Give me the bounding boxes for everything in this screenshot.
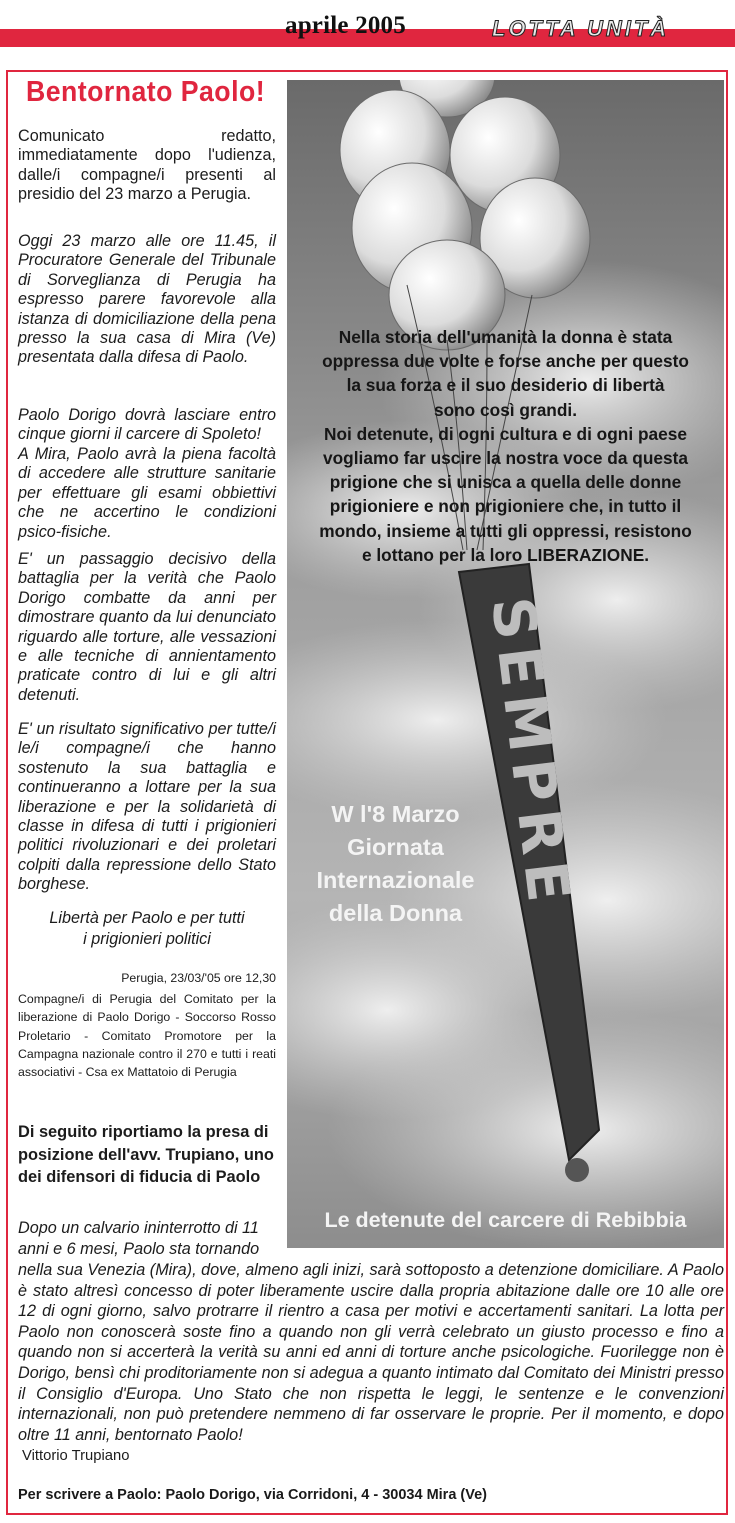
lawyer-statement-body: nella sua Venezia (Mira), dove, almeno agli inizi, sarà sottoposto a detenzione domiciliare. A Paolo è stato altresì concesso di poter liberamente uscire dalla propria abitazione dalle ore 10 alle ore 12 di ogni giorno, salvo protrarre il rientro a casa per motivi e accertamenti sanitari. La lotta per Paolo non conoscerà soste fino a quando non gli verrà celebrato un giusto processo e fino a quando non si accerterà la verità su anni ed anni di torture anche psicologiche. Fuorilegge non è Dorigo, bensì chi proditoriamente non si adegua a quanto intimato dal Comitato dei Ministri presso il Consiglio d'Europa. Uno Stato che non rispetta le leggi, le sentenze e le convenzioni internazionali, non può pretendere nemmeno di far osservare le proprie. Per il momento, e dopo oltre 11 anni, bentornato Paolo! bbox=[18, 1261, 724, 1444]
body-paragraph-2: Paolo Dorigo dovrà lasciare entro cinque giorni il carcere di Spoleto! bbox=[18, 406, 276, 444]
slogan-line-2: i prigionieri politici bbox=[83, 930, 211, 948]
body-paragraph-5: E' un risultato significativo per tutte/i le/i compagne/i che hanno sostenuto la sua battaglia e continueranno a lottare per la sua liberazione e per la solidarietà di classe in difesa di tutti i prigionieri politici rivoluzionari e dei proletari colpiti dalla repressione dello Stato borghese. bbox=[18, 720, 276, 894]
slogan-line: Giornata bbox=[347, 834, 444, 860]
signature-block: Compagne/i di Perugia del Comitato per la liberazione di Paolo Dorigo - Soccorso Rosso Proletario - Comitato Promotore per la Campagna nazionale contro il 270 e tutti i reati associativi - Csa ex Mattatoio di Perugia bbox=[18, 992, 276, 1080]
masthead-title: LOTTA UNITÀ bbox=[492, 16, 670, 41]
poster-text-line: mondo, insieme a tutti gli oppressi, resistono bbox=[319, 520, 692, 541]
poster-illustration bbox=[287, 80, 724, 1248]
poster-credit: Le detenute del carcere di Rebibbia bbox=[324, 1208, 687, 1232]
poster-text-line: Nella storia dell'umanità la donna è stata bbox=[338, 327, 673, 347]
poster-text-line: oppressa due volte e forse anche per questo bbox=[322, 351, 689, 372]
poster-text-line: prigione che si unisca a quella delle donne bbox=[329, 472, 682, 493]
slogan-line: W l'8 Marzo bbox=[331, 801, 460, 827]
poster-text-line: prigioniere e non prigioniere che, in tutto il bbox=[329, 496, 682, 517]
slogan-line: della Donna bbox=[328, 900, 463, 926]
slogan-line-1: Libertà per Paolo e per tutti bbox=[49, 909, 245, 927]
slogan-line: Internazionale bbox=[316, 867, 475, 893]
poster-text-line: la sua forza e il suo desiderio di libertà bbox=[346, 375, 665, 396]
poster-text-line: sono così grandi. bbox=[433, 399, 578, 420]
section-subheading: Di seguito riportiamo la presa di posizione dell'avv. Trupiano, uno dei difensori di fiducia di Paolo bbox=[18, 1123, 274, 1186]
body-paragraph-1: Oggi 23 marzo alle ore 11.45, il Procuratore Generale del Tribunale di Sorveglianza di Perugia ha espresso parere favorevole alla istanza di domiciliazione della pena presso la sua casa di Mira (Ve) presentata dalla difesa di Paolo. bbox=[18, 232, 276, 367]
body-paragraph-3: A Mira, Paolo avrà la piena facoltà di accedere alle strutture sanitarie per effettuare gli esami obbiettivi che ne accertino le condizioni psico-fisiche. bbox=[18, 445, 276, 541]
womens-day-slogan bbox=[287, 798, 504, 930]
body-paragraph-4: E' un passaggio decisivo della battaglia per la verità che Paolo Dorigo combatte da anni per dimostrare quanto da lui denunciato riguardo alle torture, alle vessazioni e alle tecniche di annientamento praticate contro di lui e gli altri detenuti. bbox=[18, 550, 276, 704]
issue-date: aprile 2005 bbox=[285, 12, 406, 39]
statement-author: Vittorio Trupiano bbox=[22, 1448, 130, 1464]
lawyer-statement-start: Dopo un calvario ininterrotto di 11 anni e 6 mesi, Paolo sta tornando bbox=[18, 1219, 260, 1258]
poster-text bbox=[287, 325, 724, 567]
poster-text-line: e lottano per la loro LIBERAZIONE. bbox=[361, 544, 650, 565]
signature-date: Perugia, 23/03/'05 ore 12,30 bbox=[121, 971, 276, 985]
contact-footer: Per scrivere a Paolo: Paolo Dorigo, via Corridoni, 4 - 30034 Mira (Ve) bbox=[18, 1487, 487, 1503]
slogan bbox=[18, 908, 276, 950]
article-headline: Bentornato Paolo! bbox=[26, 76, 266, 108]
poster-text-line: vogliamo far uscire la nostra voce da questa bbox=[323, 448, 688, 469]
banner-lettering: SEMPRE bbox=[478, 593, 584, 914]
poster-image bbox=[287, 80, 724, 1248]
poster-text-line: Noi detenute, di ogni cultura e di ogni paese bbox=[324, 423, 687, 444]
intro-paragraph: Comunicato redatto, immediatamente dopo l'udienza, dalle/i compagne/i presenti al presidio del 23 marzo a Perugia. bbox=[18, 127, 276, 204]
